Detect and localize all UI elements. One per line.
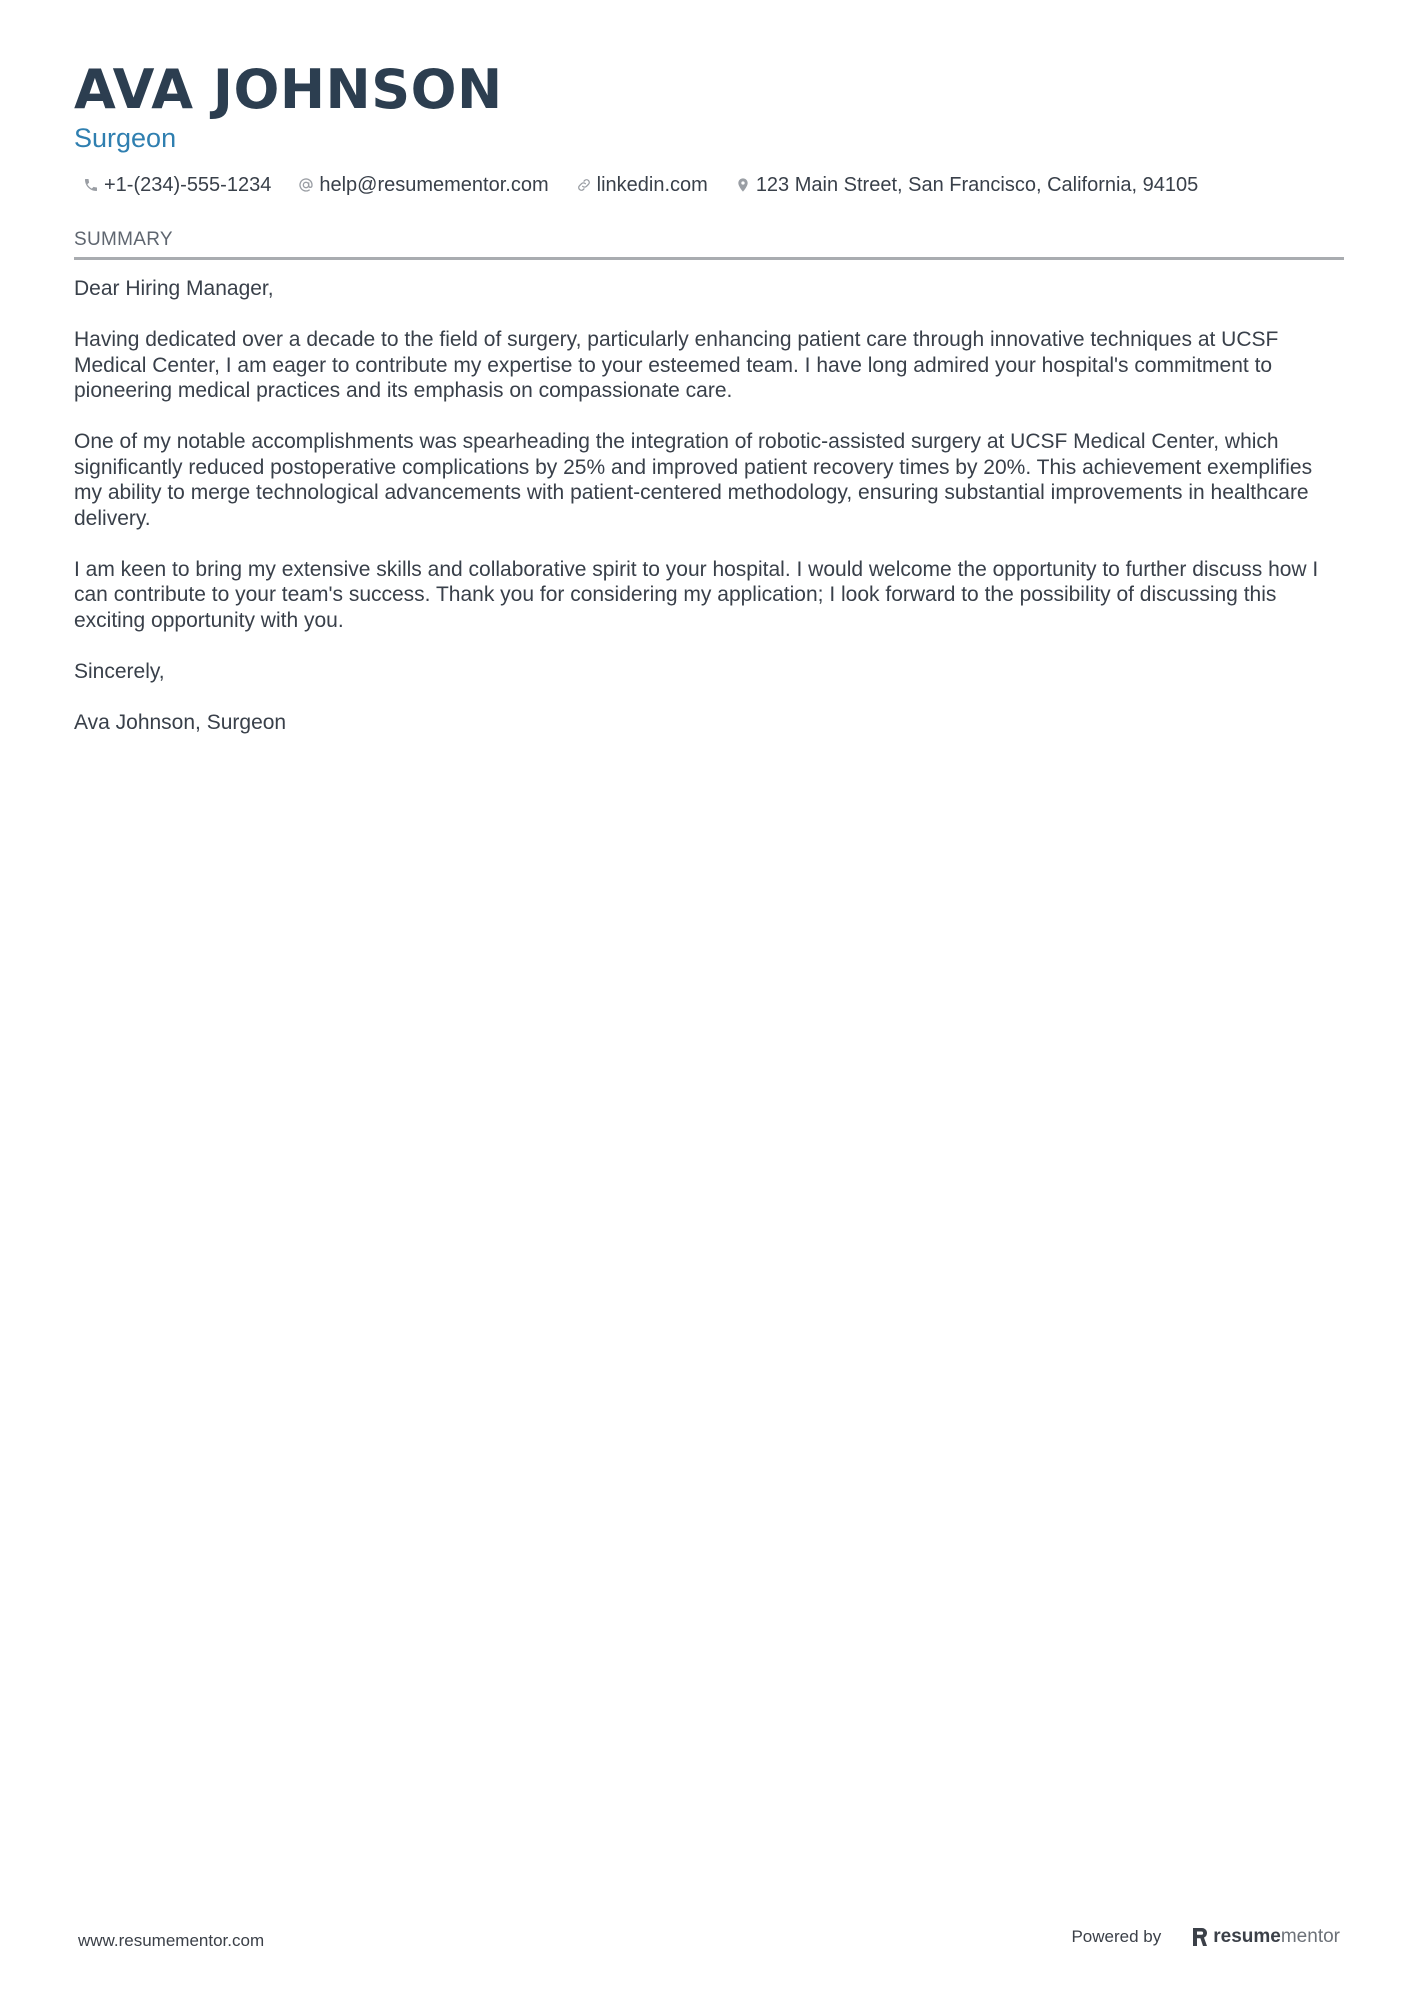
location-pin-icon [734, 176, 752, 194]
at-icon [297, 176, 315, 194]
link-icon [575, 176, 593, 194]
letter-paragraph: I am keen to bring my extensive skills and collaborative spirit to your hospital. I would welcome the opportunity to further discuss how I can contribute to your team's success. Thank you for considering my application; I look forward to the possibility of discussing this exciting opportunity with you. [74, 557, 1319, 632]
brand-name-light: mentor [1280, 1926, 1340, 1947]
brand-name-bold: resume [1213, 1926, 1281, 1947]
footer-branding [1071, 1926, 1340, 1948]
contact-phone-text: +1-(234)-555-1234 [104, 174, 272, 196]
contact-linkedin-text[interactable]: linkedin.com [596, 174, 708, 196]
contact-email-text[interactable]: help@resumementor.com [319, 174, 549, 196]
contact-address-text: 123 Main Street, San Francisco, California, 94105 [755, 174, 1199, 196]
letter-paragraph: Having dedicated over a decade to the field of surgery, particularly enhancing patient care through innovative techniques at UCSF Medical Center, I am eager to contribute my expertise to your esteemed team. I have long admired your hospital's commitment to pioneering medical practices and its emphasis on compassionate care. [74, 328, 1279, 402]
footer-website-link[interactable]: www.resumementor.com [78, 1931, 265, 1950]
contact-address [734, 172, 1198, 198]
section-heading-summary: SUMMARY [74, 228, 1344, 260]
applicant-title: Surgeon [74, 123, 177, 153]
letter-body [74, 276, 1344, 735]
letter-signature: Ava Johnson, Surgeon [74, 710, 287, 734]
cover-letter-page [74, 58, 1344, 761]
phone-icon [82, 176, 100, 194]
contact-phone [82, 172, 271, 198]
letter-paragraph: One of my notable accomplishments was spearheading the integration of robotic-assisted surgery at UCSF Medical Center, which significantly reduced postoperative complications by 25% and improved patient recovery times by 20%. This achievement exemplifies my ability to merge technological advancements with patient-centered methodology, ensuring substantial improvements in healthcare delivery. [74, 430, 1313, 530]
contact-bar [82, 172, 1344, 198]
letter-greeting: Dear Hiring Manager, [74, 277, 274, 300]
applicant-name: AVA JOHNSON [74, 58, 503, 121]
resumementor-logo-icon [1191, 1926, 1209, 1948]
powered-by-label: Powered by [1071, 1927, 1162, 1946]
letter-closing: Sincerely, [74, 659, 165, 683]
resumementor-logo[interactable] [1191, 1926, 1340, 1948]
contact-email[interactable] [297, 172, 548, 198]
contact-linkedin[interactable] [575, 172, 708, 198]
